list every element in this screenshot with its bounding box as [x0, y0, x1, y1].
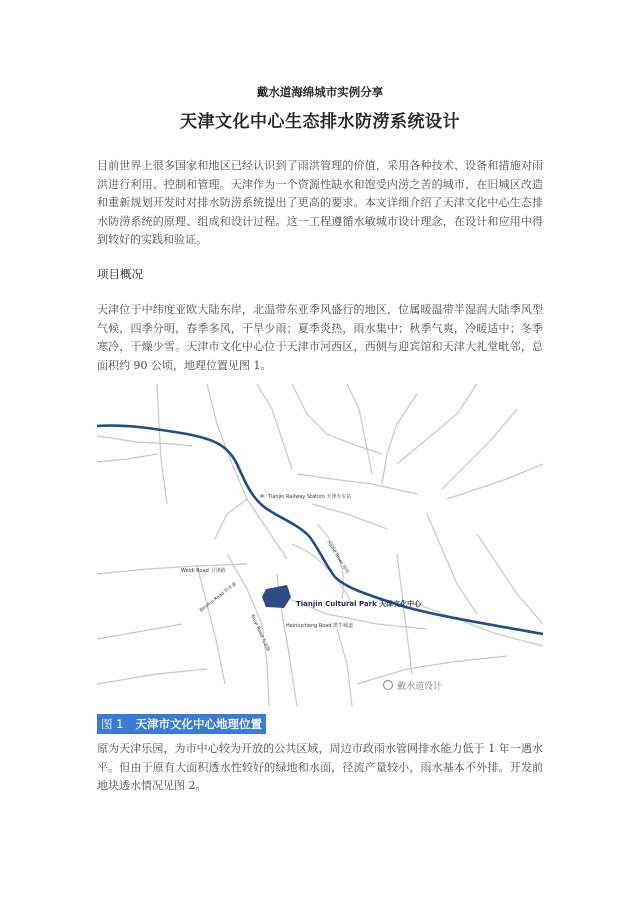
- label-youyi: Youyi Road 友谊路: [249, 613, 271, 653]
- label-park: Tianjin Cultural Park 天津文化中心: [296, 600, 422, 608]
- overview-paragraph: 天津位于中纬度亚欧大陆东岸，北温带东亚季风盛行的地区，位属暖温带半湿润大陆季风型气候，四季分明，春季多风，干旱少雨；夏季炎热，雨水集中；秋季气爽，冷暖适中；冬季寒冷，干燥少雪。天津市文化中心位于天津市河西区，西侧与迎宾馆和天津大礼堂毗邻，总面积约 90 公顷，地理位置见图 1。: [97, 303, 543, 372]
- label-weidi: Weidi Road 卫津路: [181, 568, 226, 574]
- watermark-logo: [384, 680, 443, 692]
- figure-caption: [97, 714, 266, 734]
- label-haihe: Haihe River 海河: [325, 540, 350, 575]
- cultural-park-marker: [262, 585, 291, 608]
- section-heading: 项目概况: [97, 267, 143, 281]
- closing-paragraph: 原为天津乐园，为市中心较为开放的公共区域，周边市政雨水管网排水能力低于 1 年一遇水平。但由于原有大面积透水性较好的绿地和水面，径流产量较小，雨水基本不外排。开发前地块透水情况见图 2。: [97, 742, 543, 792]
- figure-caption-text: 天津市文化中心地理位置: [135, 717, 262, 731]
- intro-paragraph: 目前世界上很多国家和地区已经认识到了雨洪管理的价值，采用各种技术、设备和措施对雨洪进行利用、控制和管理。天津作为一个资源性缺水和饱受内涝之苦的城市，在旧城区改造和重新规划开发时对排水防涝系统提出了更高的要求。本文详细介绍了天津文化中心生态排水防涝系统的原理、组成和设计过程。这一工程遵循水敏城市设计理念，在设计和应用中得到较好的实践和验证。: [97, 159, 543, 246]
- article-title: 天津文化中心生态排水防涝系统设计: [180, 112, 460, 132]
- label-binshui: Binshui Road 宾水道: [199, 581, 238, 614]
- label-heiniucheng: Heiniucheng Road 黑牛城道: [286, 623, 354, 629]
- label-station: Tianjin Railway Station 天津火车站: [268, 494, 352, 500]
- watermark-text: 戴水道设计: [397, 682, 443, 692]
- figure-number: 图 1: [101, 717, 124, 731]
- station-marker: [260, 494, 264, 498]
- series-title: 戴水道海绵城市实例分享: [256, 85, 384, 99]
- location-map: [97, 384, 543, 706]
